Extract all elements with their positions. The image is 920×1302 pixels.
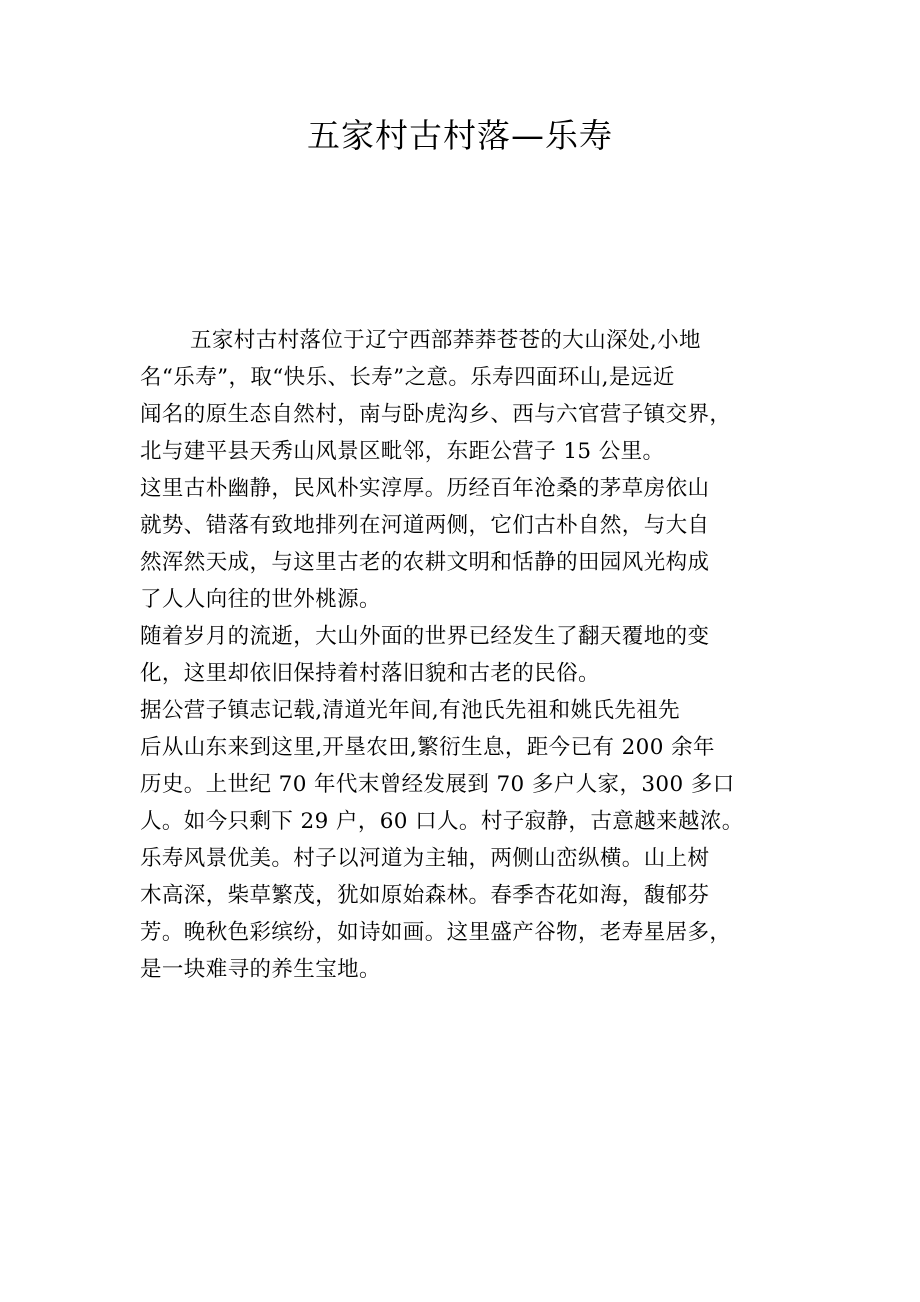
paragraph-line: 名“乐寿”，取“快乐、长寿”之意。乐寿四面环山,是远近 (140, 365, 675, 390)
paragraph-line: 后从山东来到这里,开垦农田,繁衍生息，距今已有 200 余年 (140, 735, 715, 760)
paragraph-line: 闻名的原生态自然村，南与卧虎沟乡、西与六官营子镇交界， (140, 402, 732, 427)
paragraph-line: 北与建平县天秀山风景区毗邻，东距公营子 15 公里。 (140, 439, 665, 464)
paragraph-line: 木高深，柴草繁茂，犹如原始森林。春季杏花如海，馥郁芬 (140, 883, 710, 908)
paragraph-line: 就势、错落有致地排列在河道两侧，它们古朴自然，与大自 (140, 513, 710, 538)
paragraph-line: 然浑然天成，与这里古老的农耕文明和恬静的田园风光构成 (140, 550, 710, 575)
paragraph-line: 据公营子镇志记载,清道光年间,有池氏先祖和姚氏先祖先 (140, 698, 681, 723)
paragraph-line: 是一块难寻的养生宝地。 (140, 957, 381, 982)
document-title: 五家村古村落—乐寿 (307, 116, 613, 155)
paragraph-line: 历史。上世纪 70 年代末曾经发展到 70 多户人家，300 多口 (140, 772, 735, 797)
paragraph-line: 五家村古村落位于辽宁西部莽莽苍苍的大山深处,小地 (190, 328, 701, 353)
paragraph-line: 了人人向往的世外桃源。 (140, 587, 381, 612)
paragraph-line: 化，这里却依旧保持着村落旧貌和古老的民俗。 (140, 661, 600, 686)
paragraph-line: 随着岁月的流逝，大山外面的世界已经发生了翻天覆地的变 (140, 624, 710, 649)
paragraph-line: 乐寿风景优美。村子以河道为主轴，两侧山峦纵横。山上树 (140, 846, 710, 871)
paragraph-line: 这里古朴幽静，民风朴实淳厚。历经百年沧桑的茅草房依山 (140, 476, 710, 501)
paragraph-line: 人。如今只剩下 29 户，60 口人。村子寂静，古意越来越浓。 (140, 809, 744, 834)
document-body (140, 322, 800, 988)
paragraph-line: 芳。晚秋色彩缤纷，如诗如画。这里盛产谷物，老寿星居多， (140, 920, 732, 945)
